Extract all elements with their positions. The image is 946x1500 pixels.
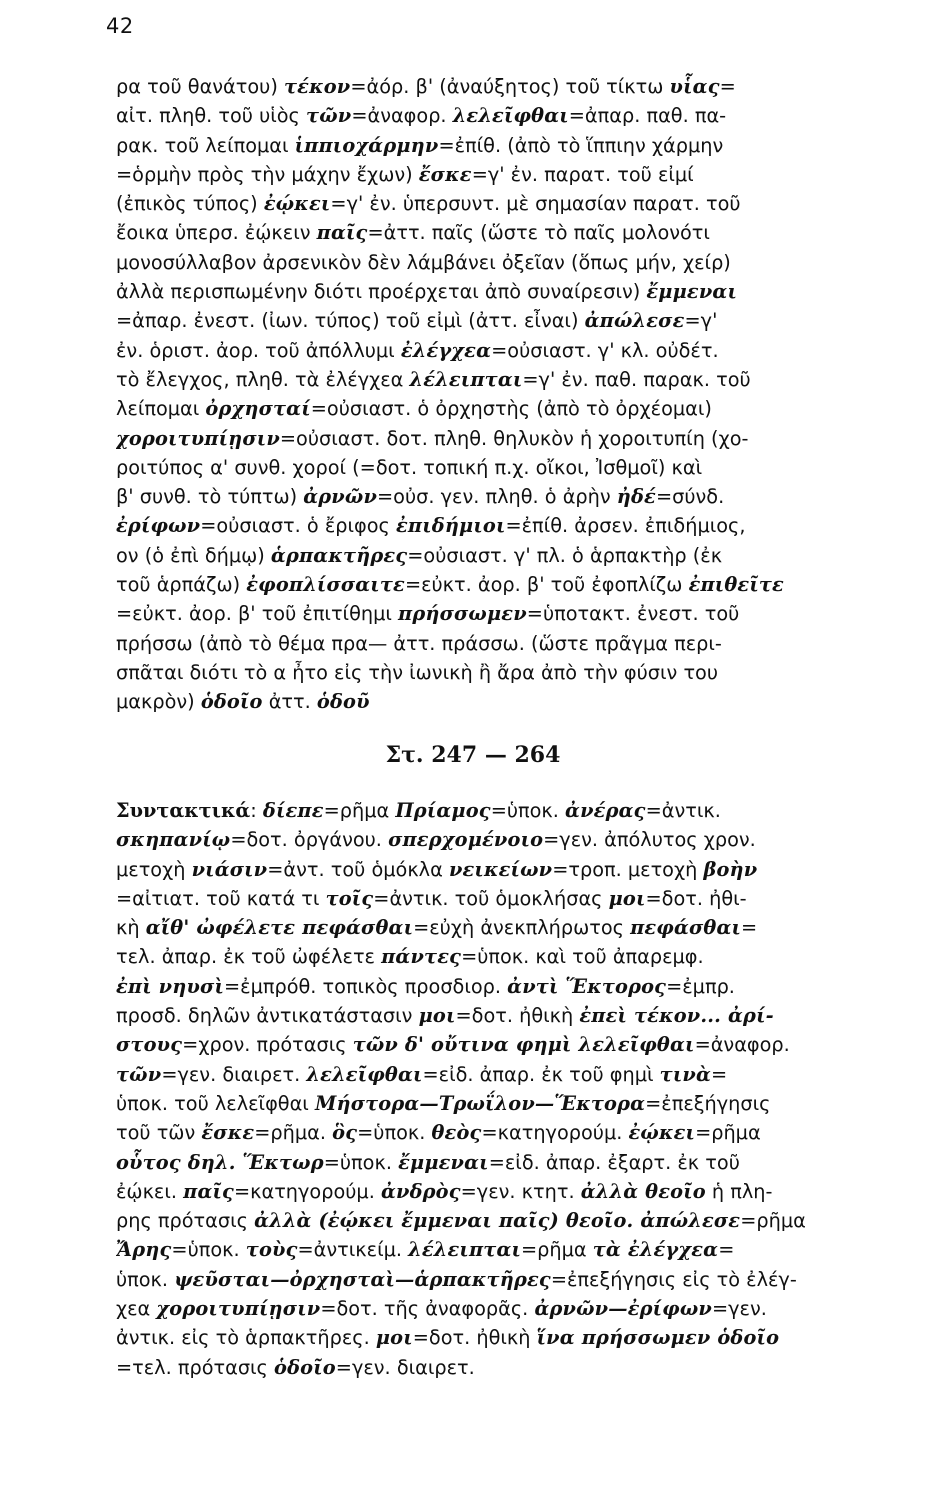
text-line: [116, 424, 936, 453]
headword: ἀλλὰ (ἐῴκει ἔμμεναι παῖς) θεοῖο. ἀπώλεσε: [254, 1209, 741, 1233]
headword: ἔμμεναι: [398, 1150, 489, 1174]
gloss-text: =ὁρμὴν πρὸς τὴν μάχην ἔχων): [116, 162, 419, 186]
gloss-text: =γ' ἐν. παθ. παρακ. τοῦ: [522, 367, 751, 391]
text-line: [116, 972, 936, 1001]
gloss-text: =ὑποκ.: [490, 799, 566, 822]
text-line: [116, 658, 936, 687]
headword: ἵνα πρήσσωμεν ὁδοῖο: [536, 1326, 780, 1350]
headword: ἀνέρας: [565, 799, 646, 822]
headword: χοροιτυπίῃσιν: [116, 426, 280, 450]
gloss-text: =ἐπίθ. (ἀπὸ τὸ ἵππιην χάρμην: [438, 133, 724, 157]
gloss-text: ἡ πλη-: [705, 1179, 773, 1203]
text-line: [116, 277, 936, 306]
gloss-text: λείπομαι: [116, 397, 206, 421]
gloss-text: τοῦ τῶν: [116, 1121, 202, 1145]
gloss-text: =δοτ. ἠθι-: [645, 886, 747, 910]
gloss-text: χεα: [116, 1297, 157, 1321]
headword: τοὺς: [245, 1238, 298, 1262]
headword: τῶν: [306, 104, 352, 128]
gloss-text: =γ': [684, 309, 718, 333]
gloss-text: ἀττ.: [262, 690, 317, 714]
gloss-text: =ἀττ. παῖς (ὥστε τὸ παῖς μολονότι: [367, 221, 710, 245]
text-line: [116, 942, 936, 971]
headword: ἐπὶ νηυσὶ: [116, 974, 224, 998]
gloss-text: =γεν. διαιρετ.: [161, 1062, 307, 1086]
headword: ἀλλὰ θεοῖο: [580, 1179, 706, 1203]
gloss-text: ὑποκ. τοῦ λελεῖφθαι: [116, 1091, 315, 1115]
headword: ἐπιδήμιοι: [396, 514, 506, 538]
gloss-text: =ἀντ. τοῦ ὁμόκλα: [267, 857, 449, 881]
headword: ἔμμεναι: [646, 280, 738, 304]
text-line: [116, 1148, 936, 1177]
gloss-text: =δοτ. ἠθικὴ: [455, 1004, 580, 1028]
headword: ἐπιθεῖτε: [688, 573, 784, 597]
headword: πρήσσωμεν: [398, 602, 527, 626]
headword: οὗτος δηλ. Ἕκτωρ: [116, 1150, 324, 1174]
gloss-text: ρακ. τοῦ λείπομαι: [116, 133, 295, 157]
headword: πάντες: [381, 945, 462, 969]
headword: ὀρχησταί: [205, 397, 311, 421]
headword: τινὰ: [659, 1062, 711, 1086]
gloss-text: =ἀντικ. τοῦ ὁμοκλήσας: [373, 886, 609, 910]
gloss-text: =ρῆμα: [323, 799, 396, 822]
gloss-text: =ἀναφορ.: [351, 104, 453, 128]
text-line: [116, 1323, 936, 1352]
text-line: [116, 218, 936, 247]
gloss-text: =τροπ. μετοχὴ: [552, 857, 704, 881]
gloss-text: μονοσύλλαβον ἀρσενικὸν δὲν λάμβάνει ὀξεῖαν (ὅπως μήν, χείρ): [116, 250, 731, 274]
gloss-text: τοῦ ἁρπάζω): [116, 573, 247, 597]
gloss-text: =ἀναφορ.: [694, 1033, 790, 1057]
headword: ὁδοῦ: [316, 690, 370, 714]
gloss-text: ἀντικ. εἰς τὸ ἁρπακτῆρες.: [116, 1326, 376, 1350]
gloss-text: =ὑποκ.: [323, 1150, 399, 1174]
gloss-text: =οὐσ. γεν. πληθ. ὁ ἀρὴν: [377, 485, 617, 509]
gloss-text: =οὐσιαστ. ὁ ὀρχηστὴς (ἀπὸ τὸ ὀρχέομαι): [310, 397, 712, 421]
text-line: [116, 336, 936, 365]
gloss-text: =ὑποκ.: [171, 1238, 246, 1262]
gloss-text: =: [718, 1238, 735, 1262]
text-line: [116, 394, 936, 423]
headword: λέλειπται: [409, 367, 523, 391]
gloss-text: =οὐσιαστ. ὁ ἔριφος: [200, 514, 396, 538]
text-line: [116, 629, 936, 658]
headword: ἐφοπλίσσαιτε: [246, 573, 405, 597]
text-line: [116, 599, 936, 628]
gloss-text: =ὑποκ.: [357, 1121, 432, 1145]
gloss-text: =γεν.: [711, 1297, 767, 1321]
gloss-text: =εὐχὴ ἀνεκπλήρωτος: [413, 916, 631, 940]
text-line: [116, 511, 936, 540]
gloss-text: =κατηγορούμ.: [233, 1179, 381, 1203]
headword: βοὴν: [703, 857, 758, 881]
gloss-text: =οὐσιαστ. γ' πλ. ὁ ἁρπακτὴρ (ἐκ: [407, 543, 723, 567]
text-line: [116, 1060, 936, 1089]
gloss-text: =ἀντικ.: [645, 799, 721, 822]
gloss-text: =ἐμπρ.: [666, 974, 735, 998]
gloss-text: =ρῆμα: [695, 1121, 761, 1145]
text-line: [116, 1030, 936, 1059]
headword: ἀντὶ Ἕκτορος: [507, 974, 667, 998]
headword: ἐῴκει: [263, 192, 331, 216]
text-line: [116, 160, 936, 189]
headword: ἀνδρὸς: [380, 1179, 461, 1203]
gloss-text: =ἀόρ. β' (ἀναύξητος) τοῦ τίκτω: [350, 75, 670, 98]
headword: Πρίαμος: [395, 799, 491, 822]
text-line: [116, 365, 936, 394]
gloss-text: =ἐπεξήγησις εἰς τὸ ἐλέγ-: [550, 1267, 797, 1291]
text-line: [116, 306, 936, 335]
text-line: [116, 855, 936, 884]
text-line: [116, 1118, 936, 1147]
headword: υἷας: [669, 75, 720, 98]
headword: ἐπεὶ τέκον... ἀρί-: [579, 1004, 774, 1028]
headword: σκηπανίῳ: [116, 828, 231, 852]
gloss-text: =κατηγορούμ.: [481, 1121, 629, 1145]
gloss-text: κὴ: [116, 916, 146, 940]
gloss-text: =χρον. πρότασις: [182, 1033, 353, 1057]
headword: ὁδοῖο: [200, 690, 263, 714]
headword: ὁδοῖο: [274, 1355, 336, 1379]
gloss-text: σπᾶται διότι τὸ α ἦτο εἰς τὴν ἰωνικὴ ἢ ἄρα ἀπὸ τὴν φύσιν του: [116, 660, 719, 684]
gloss-text: προσδ. δηλῶν ἀντικατάστασιν: [116, 1004, 419, 1028]
text-line: [116, 796, 936, 825]
text-line: [116, 884, 936, 913]
headword: ἀρνῶν—ἐρίφων: [534, 1297, 712, 1321]
headword: ἐῴκει: [628, 1121, 696, 1145]
headword: ψεῦσται—ὀρχησταὶ—ἁρπακτῆρες: [174, 1267, 551, 1291]
text-line: [116, 1001, 936, 1030]
headword: ἱππιοχάρμην: [294, 133, 439, 157]
gloss-text: =γεν. κτητ.: [460, 1179, 581, 1203]
gloss-text: ον (ὁ ἐπὶ δήμῳ): [116, 543, 271, 567]
headword: νιάσιν: [191, 857, 268, 881]
gloss-text: =εἰδ. ἀπαρ. ἐξαρτ. ἐκ τοῦ: [488, 1150, 740, 1174]
gloss-text: =γ' ἐν. ὑπερσυντ. μὲ σημασίαν παρατ. τοῦ: [330, 192, 741, 216]
headword: σπερχομένοιο: [388, 828, 544, 852]
gloss-text: ἐῴκει.: [116, 1179, 184, 1203]
gloss-text: ἀλλὰ περισπωμένην διότι προέρχεται ἀπὸ συναίρεσιν): [116, 280, 647, 304]
gloss-text: =δοτ. ἠθικὴ: [412, 1326, 537, 1350]
gloss-text: τελ. ἀπαρ. ἐκ τοῦ ὠφέλετε: [116, 945, 382, 969]
gloss-text: =γεν. ἀπόλυτος χρον.: [543, 828, 756, 852]
headword: ἐρίφων: [116, 514, 201, 538]
text-line: [116, 541, 936, 570]
gloss-text: =ρῆμα: [521, 1238, 593, 1262]
section-heading: Στ. 247 — 264: [385, 742, 561, 768]
headword: Ἄρης: [116, 1238, 172, 1262]
gloss-text: =γ' ἐν. παρατ. τοῦ εἰμί: [471, 162, 694, 186]
gloss-text: =σύνδ.: [655, 485, 725, 509]
headword: ἠδέ: [616, 485, 656, 509]
text-line: [116, 1177, 936, 1206]
headword: αἴθ' ὠφέλετε πεφάσθαι: [145, 916, 414, 940]
gloss-text: =τελ. πρότασις: [116, 1355, 275, 1379]
headword: παῖς: [316, 221, 368, 245]
headword: ἐλέγχεα: [400, 338, 492, 362]
gloss-text: =οὐσιαστ. γ' κλ. οὐδέτ.: [491, 338, 719, 362]
headword: πεφάσθαι: [630, 916, 742, 940]
gloss-text: =δοτ. ὀργάνου.: [230, 828, 389, 852]
headword: στους: [116, 1033, 183, 1057]
headword: μοι: [375, 1326, 413, 1350]
headword: ἀπώλεσε: [584, 309, 685, 333]
gloss-text: =αἰτιατ. τοῦ κατά τι: [116, 886, 326, 910]
text-line: [116, 1089, 936, 1118]
text-line: [116, 1206, 936, 1235]
text-line: [116, 1235, 936, 1264]
gloss-text: ρης πρότασις: [116, 1209, 255, 1233]
text-line: [116, 131, 936, 160]
gloss-text: =ἐπεξήγησις: [645, 1091, 771, 1115]
text-line: [116, 101, 936, 130]
headword: λελεῖφθαι: [452, 104, 569, 128]
headword: τέκον: [283, 75, 351, 98]
gloss-text: =εὐκτ. ἀορ. β' τοῦ ἐφοπλίζω: [404, 573, 689, 597]
headword: ἀρνῶν: [303, 485, 378, 509]
gloss-text: τὸ ἔλεγχος, πληθ. τὰ ἐλέγχεα: [116, 367, 410, 391]
headword: χοροιτυπίῃσιν: [156, 1297, 321, 1321]
gloss-text: πρήσσω (ἀπὸ τὸ θέμα πρα— ἀττ. πράσσω. (ὥστε πρᾶγμα περι-: [116, 631, 722, 655]
text-line: [116, 1265, 936, 1294]
headword: Μήστορα—Τρωΐλον—Ἕκτορα: [314, 1091, 646, 1115]
text-line: [116, 687, 936, 716]
headword: ἔσκε: [418, 162, 472, 186]
gloss-text: =ἀπαρ. παθ. πα-: [568, 104, 727, 128]
gloss-text: ἔοικα ὑπερσ. ἐῴκειν: [116, 221, 317, 245]
gloss-text: =: [711, 1062, 728, 1086]
gloss-text: β' συνθ. τὸ τύπτω): [116, 485, 304, 509]
gloss-text: =ἐμπρόθ. τοπικὸς προσδιορ.: [224, 974, 508, 998]
page-number: 42: [106, 14, 134, 38]
headword: τὰ ἐλέγχεα: [592, 1238, 719, 1262]
text-line: [116, 825, 936, 854]
headword: δίεπε: [262, 799, 324, 822]
headword: παῖς: [183, 1179, 234, 1203]
gloss-text: =: [741, 916, 758, 940]
text-line: [116, 913, 936, 942]
gloss-text: ἐν. ὁριστ. ἀορ. τοῦ ἀπόλλυμι: [116, 338, 401, 362]
gloss-text: =ἀπαρ. ἐνεστ. (ἰων. τύπος) τοῦ εἰμὶ (ἀττ. εἶναι): [116, 309, 585, 333]
section-label: Συντακτικά: [116, 799, 251, 822]
gloss-text: =ρῆμα: [740, 1209, 806, 1233]
headword: λελεῖφθαι: [306, 1062, 423, 1086]
gloss-text: =ἀντικείμ.: [297, 1238, 409, 1262]
gloss-text: =ὑποτακτ. ἐνεστ. τοῦ: [526, 602, 740, 626]
text-line: [116, 453, 936, 482]
gloss-text: (ἐπικὸς τύπος): [116, 192, 264, 216]
syntax-paragraph: [116, 796, 936, 1382]
text-line: [116, 570, 936, 599]
gloss-text: =: [719, 75, 736, 98]
headword: θεὸς: [431, 1121, 482, 1145]
headword: ἁρπακτῆρες: [270, 543, 408, 567]
gloss-text: =δοτ. τῆς ἀναφορᾶς.: [320, 1297, 535, 1321]
gloss-text: αἰτ. πληθ. τοῦ υἱὸς: [116, 104, 307, 128]
gloss-text: =ρῆμα.: [254, 1121, 333, 1145]
headword: τοῖς: [325, 886, 374, 910]
gloss-text: ὑποκ.: [116, 1267, 175, 1291]
text-line: [116, 248, 936, 277]
text-line: [116, 72, 936, 101]
gloss-text: =εὐκτ. ἀορ. β' τοῦ ἐπιτίθημι: [116, 602, 399, 626]
gloss-text: μετοχὴ: [116, 857, 192, 881]
headword: μοι: [608, 886, 646, 910]
glossary-paragraph: [116, 72, 936, 717]
headword: λέλειπται: [408, 1238, 522, 1262]
gloss-text: ροιτύπος α' συνθ. χοροί (=δοτ. τοπική π.χ. οἴκοι, Ἰσθμοῖ) καὶ: [116, 455, 703, 479]
text-line: [116, 1294, 936, 1323]
gloss-text: =γεν. διαιρετ.: [335, 1355, 475, 1379]
gloss-text: ρα τοῦ θανάτου): [116, 75, 284, 98]
headword: τῶν: [116, 1062, 162, 1086]
headword: νεικείων: [448, 857, 553, 881]
headword: ἔσκε: [201, 1121, 255, 1145]
gloss-text: =ἐπίθ. ἀρσεν. ἐπιδήμιος,: [505, 514, 746, 538]
headword: τῶν δ' οὔτινα φημὶ λελεῖφθαι: [352, 1033, 695, 1057]
text-line: [116, 189, 936, 218]
gloss-text: =εἰδ. ἀπαρ. ἐκ τοῦ φημὶ: [422, 1062, 660, 1086]
text-line: [116, 482, 936, 511]
gloss-text: =οὐσιαστ. δοτ. πληθ. θηλυκὸν ἡ χοροιτυπίη (χο-: [279, 426, 749, 450]
text-line: [116, 1353, 936, 1382]
gloss-text: μακρὸν): [116, 690, 201, 714]
gloss-text: =ὑποκ. καὶ τοῦ ἀπαρεμφ.: [461, 945, 704, 969]
headword: μοι: [418, 1004, 456, 1028]
headword: ὃς: [332, 1121, 358, 1145]
gloss-text: :: [250, 799, 263, 822]
